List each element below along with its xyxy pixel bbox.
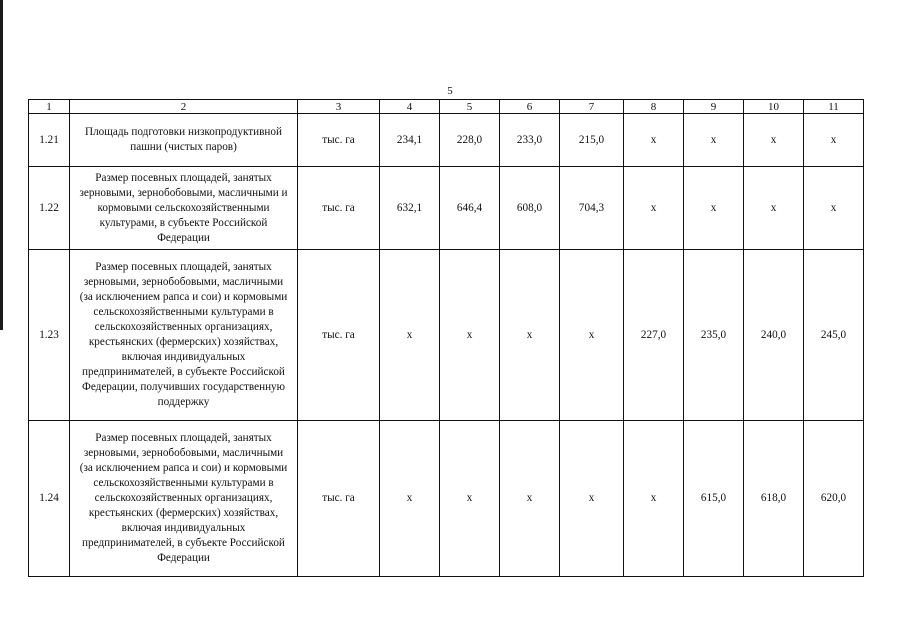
indicator-name-line: зерновыми, зернобобовыми, масличными и xyxy=(79,186,288,199)
value-cell: 618,0 xyxy=(744,421,804,577)
indicator-name-line: сельскохозяйственных организациях, xyxy=(94,321,273,333)
header-cell: 3 xyxy=(298,100,380,114)
indicator-name-line: сельскохозяйственными культурами в xyxy=(93,477,274,489)
value-cell: x xyxy=(380,250,440,421)
value-cell: 608,0 xyxy=(500,167,560,250)
indicator-name-line: сельскохозяйственными культурами в xyxy=(93,306,274,318)
indicator-name-line: крестьянских (фермерских) хозяйствах, xyxy=(88,507,279,519)
value-cell: x xyxy=(804,114,864,167)
header-cell: 2 xyxy=(70,100,298,114)
indicator-name-line: Площадь подготовки низкопродуктивной xyxy=(85,126,282,138)
value-cell: x xyxy=(440,250,500,421)
indicator-name xyxy=(70,421,298,577)
value-cell: x xyxy=(560,250,624,421)
indicator-name-line: Размер посевных площадей, занятых xyxy=(95,171,272,184)
indicator-name-line: крестьянских (фермерских) хозяйствах, xyxy=(88,336,279,348)
value-cell: 240,0 xyxy=(744,250,804,421)
value-cell: x xyxy=(744,167,804,250)
table-row xyxy=(29,114,864,167)
indicators-table xyxy=(28,99,864,577)
unit-cell: тыс. га xyxy=(298,167,380,250)
indicator-name-line: предпринимателей, в субъекте Российской xyxy=(82,537,285,549)
row-number: 1.21 xyxy=(29,114,70,167)
indicator-name-line: включая индивидуальных xyxy=(121,351,246,363)
value-cell: 632,1 xyxy=(380,167,440,250)
table-row xyxy=(29,250,864,421)
row-number: 1.24 xyxy=(29,421,70,577)
value-cell: x xyxy=(684,167,744,250)
indicator-name-line: культурами, в субъекте Российской xyxy=(99,216,268,229)
value-cell: 620,0 xyxy=(804,421,864,577)
value-cell: x xyxy=(440,421,500,577)
unit-cell: тыс. га xyxy=(298,421,380,577)
value-cell: 215,0 xyxy=(560,114,624,167)
indicator-name xyxy=(70,250,298,421)
indicator-name-line: включая индивидуальных xyxy=(121,522,246,534)
value-cell: 245,0 xyxy=(804,250,864,421)
indicator-name-line: Федерации xyxy=(157,231,210,244)
indicator-name-line: Размер посевных площадей, занятых xyxy=(95,432,272,444)
value-cell: 233,0 xyxy=(500,114,560,167)
header-cell: 5 xyxy=(440,100,500,114)
unit-cell: тыс. га xyxy=(298,250,380,421)
indicator-name-line: пашни (чистых паров) xyxy=(130,141,237,153)
value-cell: x xyxy=(684,114,744,167)
header-cell: 11 xyxy=(804,100,864,114)
indicator-name-line: поддержку xyxy=(157,396,210,408)
indicator-name-line: Размер посевных площадей, занятых xyxy=(95,261,272,273)
header-cell: 1 xyxy=(29,100,70,114)
header-cell: 7 xyxy=(560,100,624,114)
page-number: 5 xyxy=(447,85,453,97)
table-row xyxy=(29,421,864,577)
indicator-name-line: предпринимателей, в субъекте Российской xyxy=(82,366,285,378)
indicator-name xyxy=(70,167,298,250)
value-cell: x xyxy=(624,114,684,167)
indicator-name-line: зерновыми, зернобобовыми, масличными xyxy=(83,447,284,459)
indicator-name xyxy=(70,114,298,167)
indicator-name-line: (за исключением рапса и сои) и кормовыми xyxy=(79,462,288,474)
indicator-name-line: зерновыми, зернобобовыми, масличными xyxy=(83,276,284,288)
value-cell: x xyxy=(624,167,684,250)
value-cell: x xyxy=(804,167,864,250)
indicator-name-line: сельскохозяйственных организациях, xyxy=(94,492,273,504)
scan-edge-mark xyxy=(0,0,3,330)
header-row xyxy=(29,100,864,114)
value-cell: x xyxy=(380,421,440,577)
value-cell: 227,0 xyxy=(624,250,684,421)
value-cell: x xyxy=(744,114,804,167)
value-cell: 615,0 xyxy=(684,421,744,577)
indicator-name-line: кормовыми сельскохозяйственными xyxy=(97,201,270,214)
value-cell: x xyxy=(500,421,560,577)
table-row xyxy=(29,167,864,250)
header-cell: 10 xyxy=(744,100,804,114)
row-number: 1.23 xyxy=(29,250,70,421)
value-cell: 228,0 xyxy=(440,114,500,167)
header-cell: 8 xyxy=(624,100,684,114)
value-cell: 704,3 xyxy=(560,167,624,250)
value-cell: 646,4 xyxy=(440,167,500,250)
value-cell: 235,0 xyxy=(684,250,744,421)
indicator-name-line: Федерации, получивших государственную xyxy=(81,381,286,393)
header-cell: 9 xyxy=(684,100,744,114)
header-cell: 4 xyxy=(380,100,440,114)
value-cell: x xyxy=(624,421,684,577)
header-cell: 6 xyxy=(500,100,560,114)
value-cell: 234,1 xyxy=(380,114,440,167)
value-cell: x xyxy=(560,421,624,577)
value-cell: x xyxy=(500,250,560,421)
row-number: 1.22 xyxy=(29,167,70,250)
unit-cell: тыс. га xyxy=(298,114,380,167)
indicator-name-line: (за исключением рапса и сои) и кормовыми xyxy=(79,291,288,303)
indicator-name-line: Федерации xyxy=(157,552,210,564)
